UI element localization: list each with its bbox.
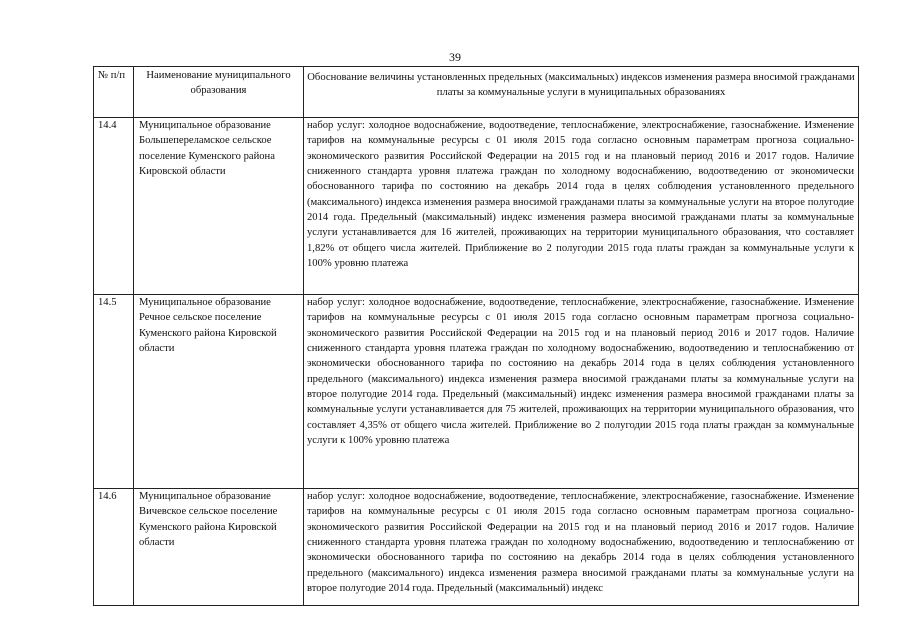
justification-text: набор услуг: холодное водоснабжение, водоотведение, теплоснабжение, электроснабжение, газоснабжение. Изменение тарифов на коммунальные ресурсы с 01 июля 2015 года согласно основным параметрам прогноза социально-экономического развития Российской Федерации на 2015 год и на плановый период 2016 и 2017 годов. Наличие сниженного стандарта уровня платежа граждан по холодному водоснабжению, водоотведению и теплоснабжению от экономически обоснованного тарифа по состоянию на декабрь 2014 года в целях соблюдения установленного предельного (максимального) индекса изменения размера вносимой гражданами платы за коммунальные услуги на второе полугодие 2014 года. Предельный (максимальный) индекс [304,489,859,606]
municipality-name: Муниципальное образование Вичевское сельское поселение Куменского района Кировской области [134,489,304,606]
justification-text: набор услуг: холодное водоснабжение, водоотведение, теплоснабжение, электроснабжение, газоснабжение. Изменение тарифов на коммунальные ресурсы с 01 июля 2015 года согласно основным параметрам прогноза социально-экономического развития Российской Федерации на 2015 год и на плановый период 2016 и 2017 годов. Наличие сниженного стандарта уровня платежа граждан по холодному водоснабжению, водоотведению от экономически обоснованного тарифа по состоянию на декабрь 2014 года в целях соблюдения установленного предельного (максимального) индекса изменения размера вносимой гражданами платы за коммунальные услуги на второе полугодие 2014 года. Предельный (максимальный) индекс изменения размера вносимой гражданами платы за коммунальные услуги устанавливается для 16 жителей, проживающих на территории муниципального образования, что составляет 1,82% от общего числа жителей. Приближение во 2 полугодии 2015 года платы граждан за коммунальные услуги к 100% уровню платежа [304,118,859,295]
justification-text: набор услуг: холодное водоснабжение, водоотведение, теплоснабжение, электроснабжение, газоснабжение. Изменение тарифов на коммунальные ресурсы с 01 июля 2015 года согласно основным параметрам прогноза социально-экономического развития Российской Федерации на 2015 год и на плановый период 2016 и 2017 годов. Наличие сниженного стандарта уровня платежа граждан по холодному водоснабжению, водоотведению и теплоснабжению от экономически обоснованного тарифа по состоянию на декабрь 2014 года в целях соблюдения установленного предельного (максимального) индекса изменения размера вносимой гражданами платы за коммунальные услуги на второе полугодие 2014 года. Предельный (максимальный) индекс изменения размера вносимой гражданами платы за коммунальные услуги устанавливается для 75 жителей, проживающих на территории муниципального образования, что составляет 4,35% от общего числа жителей. Приближение во 2 полугодии 2015 года платы граждан за коммунальные услуги к 100% уровню платежа [304,295,859,489]
header-justification: Обоснование величины установленных предельных (максимальных) индексов изменения размера вносимой гражданами платы за коммунальные услуги в муниципальных образованиях [304,67,859,118]
municipality-name: Муниципальное образование Речное сельское поселение Куменского района Кировской области [134,295,304,489]
municipality-name: Муниципальное образование Большепереламское сельское поселение Куменского района Кировской области [134,118,304,295]
page-number: 39 [449,50,461,64]
row-number: 14.6 [94,489,134,606]
municipal-index-table [93,66,859,606]
table-row [94,295,859,489]
header-municipality-name: Наименование муниципального образования [134,67,304,118]
table-header-row [94,67,859,118]
table-row [94,489,859,606]
row-number: 14.5 [94,295,134,489]
header-number: № п/п [94,67,134,118]
table-row [94,118,859,295]
row-number: 14.4 [94,118,134,295]
